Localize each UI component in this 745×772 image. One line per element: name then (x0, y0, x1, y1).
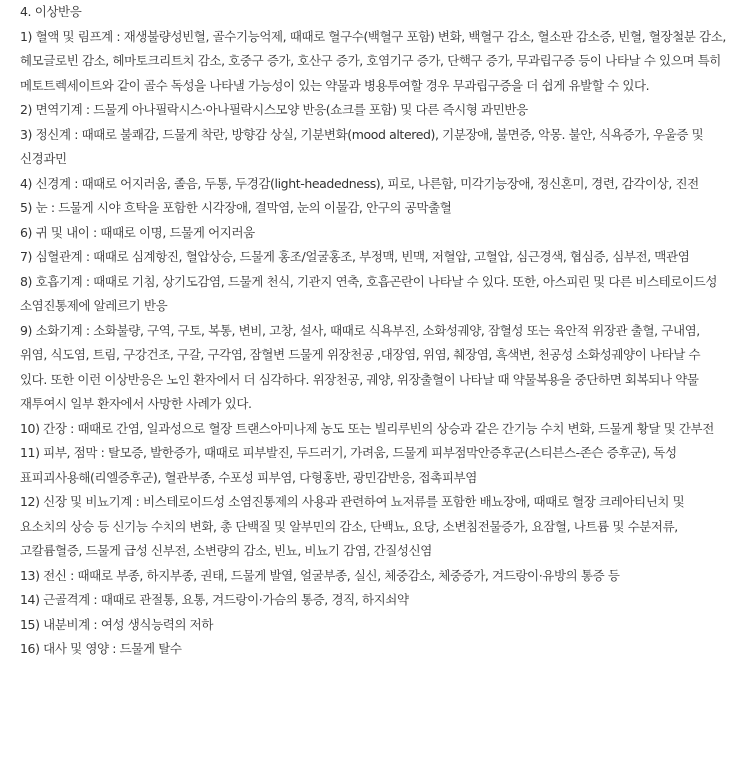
list-item-musculoskeletal: 14) 근골격계 : 때때로 관절통, 요통, 겨드랑이·가슴의 통증, 경직, 하지쇠약 (20, 592, 409, 607)
list-item-skin: 11) 피부, 점막 : 탈모증, 발한증가, 때때로 피부발진, 두드러기, 가려움, 드물게 피부점막안증후군(스티븐스-존슨 증후군), 독성 표피괴사용해(리엘증후군), 혈관부종, 수포성 피부염, 다형홍반, 광민감반응, 접촉피부염 (20, 445, 677, 485)
list-item-endocrine: 15) 내분비계 : 여성 생식능력의 저하 (20, 616, 214, 632)
list-item-immune: 2) 면역기계 : 드물게 아나필락시스·아나필락시스모양 반응(쇼크를 포함) 및 다른 즉시형 과민반응 (20, 102, 528, 117)
list-item-cardiovascular: 7) 심혈관계 : 때때로 심계항진, 혈압상승, 드물게 홍조/얼굴홍조, 부정맥, 빈맥, 저혈압, 고혈압, 심근경색, 협심증, 심부전, 맥관염 (20, 249, 690, 264)
list-item-liver: 10) 간장 : 때때로 간염, 일과성으로 혈장 트랜스아미나제 농도 또는 빌리루빈의 상승과 같은 간기능 수치 변화, 드물게 황달 및 간부전 (20, 420, 714, 436)
list-item-ear: 6) 귀 및 내이 : 때때로 이명, 드물게 어지러움 (20, 224, 255, 240)
list-item-renal-urinary: 12) 신장 및 비뇨기계 : 비스테로이드성 소염진통제의 사용과 관련하여 뇨저류를 포함한 배뇨장애, 때때로 혈장 크레아티닌치 및 요소치의 상승 등 신기능 수치의 변화, 총 단백질 및 알부민의 감소, 단백뇨, 요당, 소변침전물증가, 요잠혈, 나트륨 및 수분저류, 고칼륨혈증, 드물게 급성 신부전, 소변량의 감소, 빈뇨, 비뇨기 감염, 간질성신염 (20, 494, 685, 558)
list-item-eye: 5) 눈 : 드물게 시야 흐탁을 포함한 시각장애, 결막염, 눈의 이물감, 안구의 공막출혈 (20, 200, 452, 215)
list-item-nervous: 4) 신경계 : 때때로 어지러움, 졸음, 두통, 두경감(light-headedness), 피로, 나른함, 미각기능장애, 정신혼미, 경련, 감각이상, 진전 (20, 175, 699, 191)
list-item-general: 13) 전신 : 때때로 부종, 하지부종, 권태, 드물게 발열, 얼굴부종, 실신, 체중감소, 체중증가, 겨드랑이·유방의 통증 등 (20, 567, 620, 583)
list-item-digestive: 9) 소화기계 : 소화불량, 구역, 구토, 복통, 변비, 고창, 설사, 때때로 식욕부진, 소화성궤양, 잠혈성 또는 육안적 위장관 출혈, 구내염, 위염, 식도염, 트림, 구강건조, 구갈, 구각염, 잠혈변 드물게 위장천공 ,대장염, 위염, 췌장염, 흑색변, 천공성 소화성궤양이 나타날 수 있다. 또한 이런 이상반응은 노인 환자에서 더 심각하다. 위장천공, 궤양, 위장출혈이 나타날 때 약물복용을 중단하면 회복되나 약물 재투여시 일부 환자에서 사망한 사례가 있다. (20, 322, 701, 411)
list-item-respiratory: 8) 호흡기계 : 때때로 기침, 상기도감염, 드물게 천식, 기관지 연축, 호흡곤란이 나타날 수 있다. 또한, 아스피린 및 다른 비스테로이드성 소염진통제에 알레르기 반응 (20, 273, 718, 313)
section-title: 4. 이상반응 (20, 4, 82, 19)
list-item-blood-lymphatic: 1) 혈액 및 림프계 : 재생불량성빈혈, 골수기능억제, 때때로 혈구수(백혈구 포함) 변화, 백혈구 감소, 혈소판 감소증, 빈혈, 혈장철분 감소, 헤모글로빈 감소, 헤마토크리트치 감소, 호중구 증가, 호산구 증가, 호염기구 증가, 단핵구 증가, 무과립구증 등이 나타날 수 있으며 특히 메토트렉세이트와 같이 골수 독성을 나타낼 가능성이 있는 약물과 병용투여할 경우 무과립구증을 더 쉽게 유발할 수 있다. (20, 28, 726, 93)
list-item-psychiatric: 3) 정신계 : 때때로 불쾌감, 드물게 착란, 방향감 상실, 기분변화(mood altered), 기분장애, 불면증, 악몽. 불안, 식욕증가, 우울증 및 신경과민 (20, 126, 704, 166)
list-item-metabolism: 16) 대사 및 영양 : 드물게 탈수 (20, 641, 182, 656)
